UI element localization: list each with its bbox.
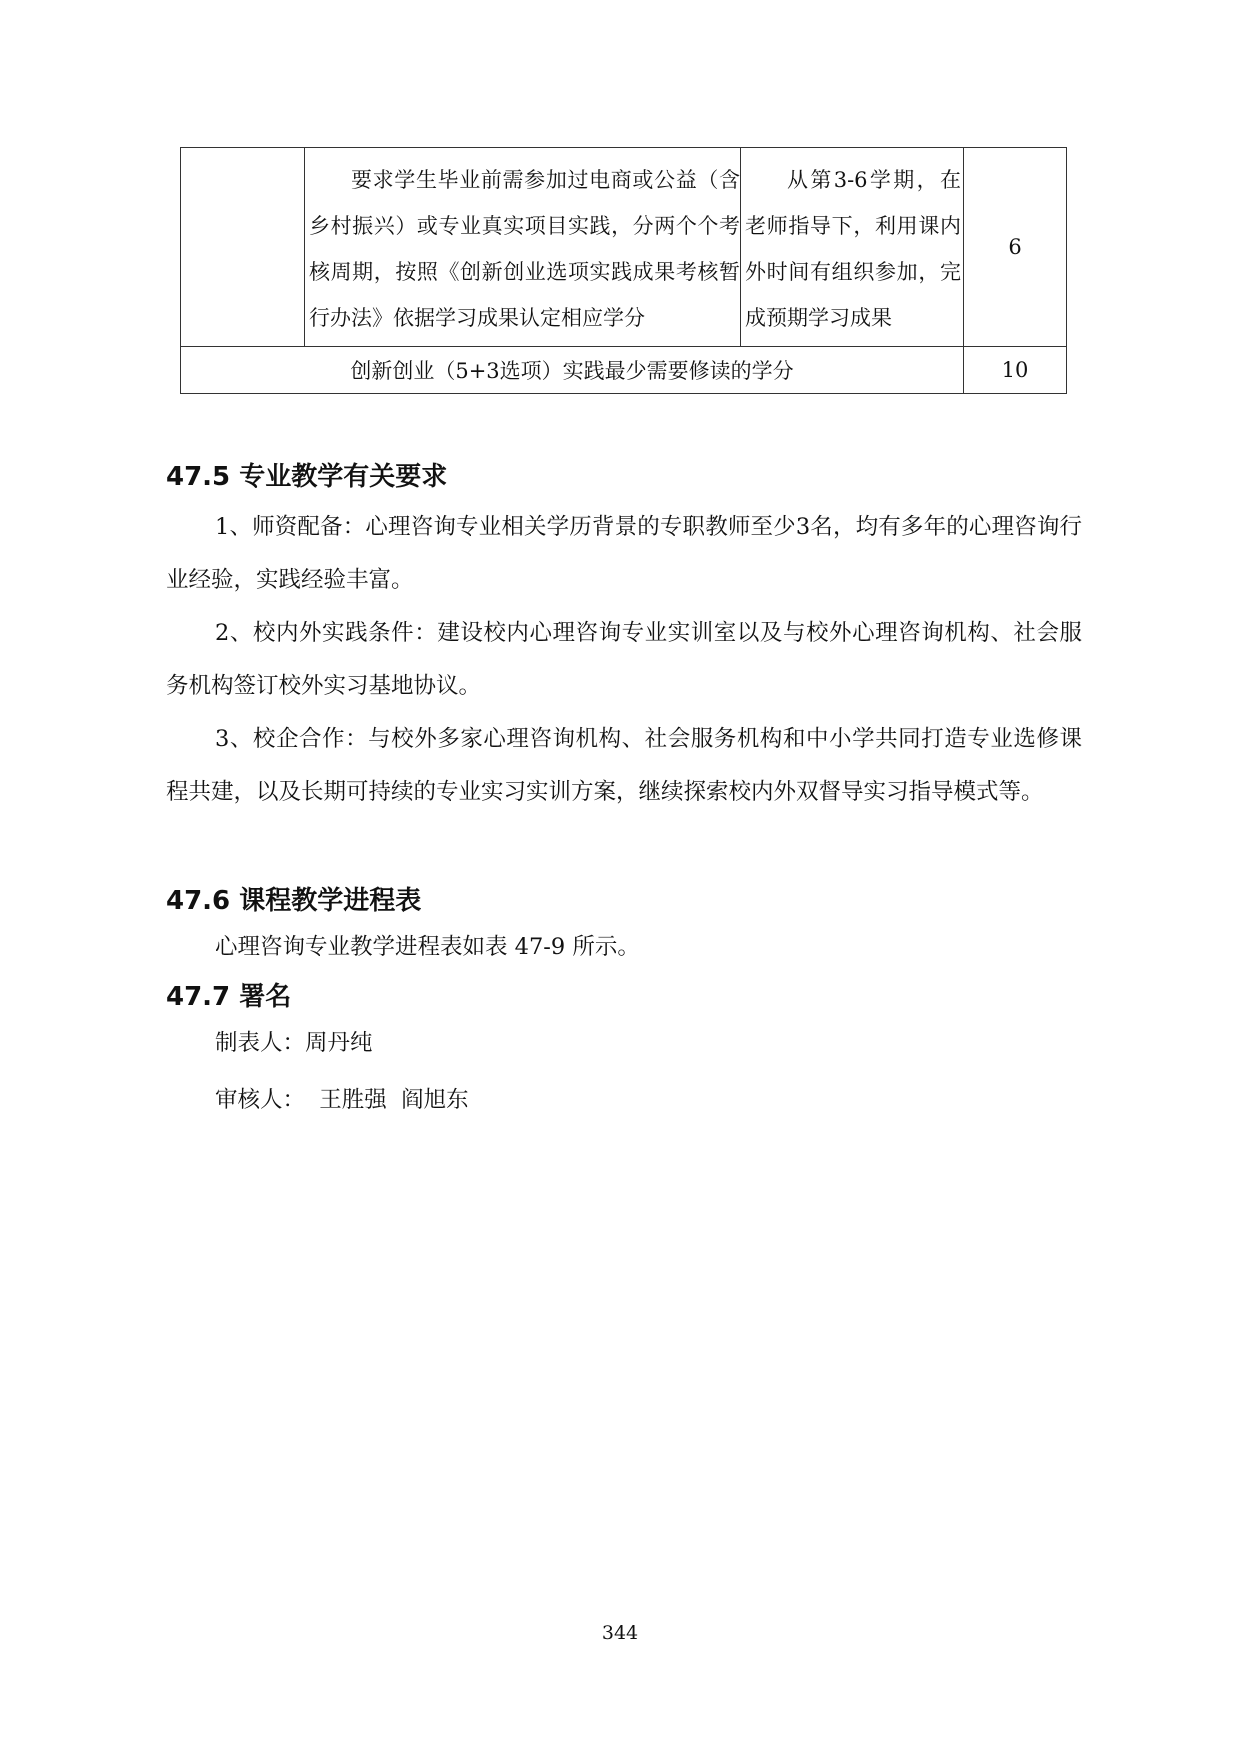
time-text: 从第3-6学期，在老师指导下，利用课内外时间有组织参加，完成预期学习成果 (745, 168, 961, 330)
section-heading-47-6: 47.6 课程教学进程表 (166, 886, 422, 916)
paragraph-practice-conditions: 2、校内外实践条件：建设校内心理咨询专业实训室以及与校外心理咨询机构、社会服务机构签订校外实习基地协议。 (166, 620, 1082, 699)
reviewed-by: 审核人： 王胜强 阎旭东 (215, 1087, 469, 1113)
schedule-reference: 心理咨询专业教学进程表如表 47-9 所示。 (215, 934, 640, 960)
credit-table (180, 147, 1067, 394)
total-credits: 10 (964, 347, 1067, 394)
section-heading-47-5: 47.5 专业教学有关要求 (166, 462, 448, 492)
table-row-total (181, 347, 1067, 394)
paragraph-faculty: 1、师资配备：心理咨询专业相关学历背景的专职教师至少3名，均有多年的心理咨询行业经验，实践经验丰富。 (166, 514, 1082, 593)
table-row (181, 148, 1067, 347)
page-number: 344 (601, 1622, 639, 1644)
table-cell-description (305, 148, 741, 347)
table-cell-time (741, 148, 964, 347)
table-cell-empty (181, 148, 305, 347)
prepared-by: 制表人：周丹纯 (215, 1030, 373, 1056)
description-text: 要求学生毕业前需参加过电商或公益（含乡村振兴）或专业真实项目实践，分两个个考核周期，按照《创新创业选项实践成果考核暂行办法》依据学习成果认定相应学分 (309, 168, 740, 330)
paragraph-school-enterprise: 3、校企合作：与校外多家心理咨询机构、社会服务机构和中小学共同打造专业选修课程共建，以及长期可持续的专业实习实训方案，继续探索校内外双督导实习指导模式等。 (166, 726, 1082, 805)
section-heading-47-7: 47.7 署名 (166, 982, 292, 1012)
total-label: 创新创业（5+3选项）实践最少需要修读的学分 (181, 347, 964, 394)
table-cell-credits: 6 (964, 148, 1067, 347)
